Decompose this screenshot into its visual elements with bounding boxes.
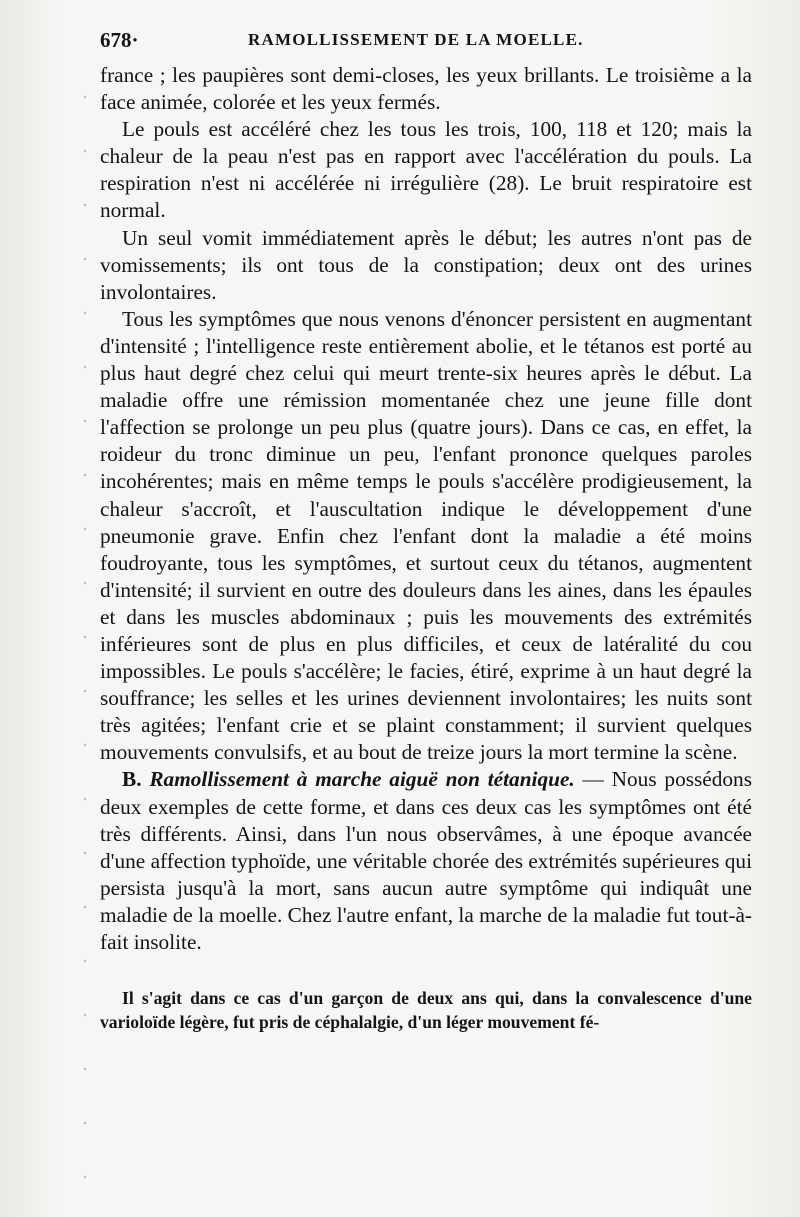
page-number: 678· [100, 28, 139, 52]
paragraph: Le pouls est accéléré chez les tous les trois, 100, 118 et 120; mais la chaleur de la peau n'est pas en rapport avec l'accélération du pouls. La respiration n'est ni accélérée ni irrégulière (28). Le bruit respiratoire est normal. [100, 117, 752, 223]
page-header [100, 28, 752, 62]
body-text [100, 62, 752, 956]
running-title: RAMOLLISSEMENT DE LA MOELLE. [248, 30, 584, 49]
paragraph: Tous les symptômes que nous venons d'énoncer persistent en augmentant d'intensité ; l'intelligence reste entièrement abolie, et le tétanos est porté au plus haut degré chez celui qui meurt trente-six heures après le début. La maladie offre une rémission momentanée chez une jeune fille dont l'affection se prolonge un peu plus (quatre jours). Dans ce cas, en effet, la roideur du tronc diminue un peu, l'enfant prononce quelques paroles incohérentes; mais en même temps le pouls s'accélère prodigieusement, la chaleur s'accroît, et l'auscultation indique le développement d'une pneumonie grave. Enfin chez l'enfant dont la maladie a été moins foudroyante, tous les symptômes, et surtout ceux du tétanos, augmentent d'intensité; il survient en outre des douleurs dans les aines, dans les épaules et dans les muscles abdominaux ; puis les mouvements des extrémités inférieures sont de plus en plus difficiles, et ceux de latéralité du cou impossibles. Le pouls s'accélère; le facies, étiré, exprime à un haut degré la souffrance; les selles et les urines deviennent involontaires; les nuits sont très agitées; l'enfant crie et se plaint constamment; il survient quelques mouvements convulsifs, et au bout de treize jours la mort termine la scène. [100, 306, 752, 765]
footnote: Il s'agit dans ce cas d'un garçon de deux ans qui, dans la convalescence d'une varioloïde légère, fut pris de céphalalgie, d'un léger mouvement fé- [100, 988, 752, 1033]
section-letter: B. [122, 767, 142, 792]
bleed-through-marks [80, 70, 90, 1190]
paragraph: france ; les paupières sont demi-closes, les yeux brillants. Le troisième a la face animée, colorée et les yeux fermés. [100, 63, 752, 115]
section-b-paragraph [100, 766, 752, 956]
paragraph: Un seul vomit immédiatement après le début; les autres n'ont pas de vomissements; ils ont tous de la constipation; deux ont des urines involontaires. [100, 225, 752, 304]
section-text: — Nous possédons deux exemples de cette forme, et dans ces deux cas les symptômes ont été très différents. Ainsi, dans l'un nous observâmes, à une époque avancée d'une affection typhoïde, une véritable chorée des extrémités supérieures qui persista jusqu'à la mort, sans aucun autre symptôme qui indiquât une maladie de la moelle. Chez l'autre enfant, la marche de la maladie fut tout-à-fait insolite. [100, 767, 752, 954]
section-title: Ramollissement à marche aiguë non tétanique. [149, 767, 575, 792]
